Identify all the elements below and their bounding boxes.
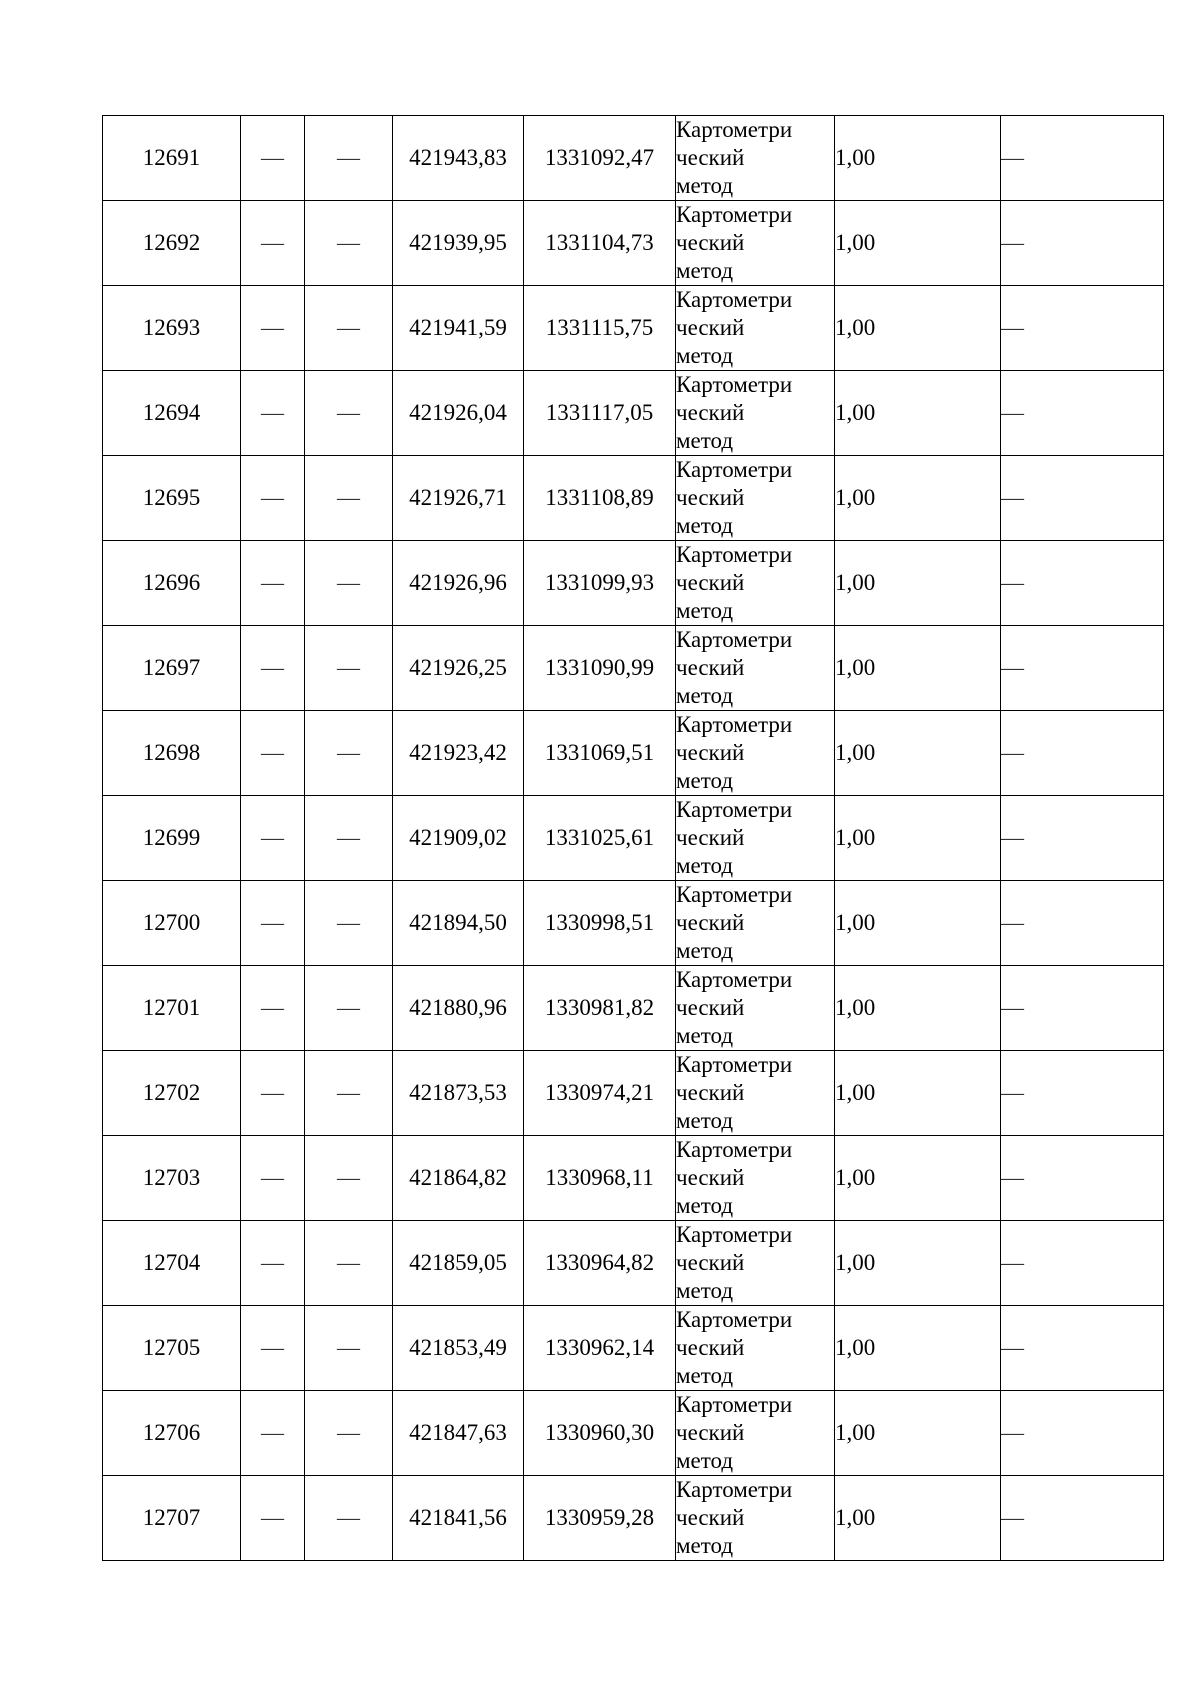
dash-cell: — <box>241 881 305 966</box>
y-coordinate-cell: 1331025,61 <box>524 796 676 881</box>
table-row <box>103 116 1164 201</box>
dash-cell: — <box>305 626 393 711</box>
description-cell: — <box>1001 1476 1164 1561</box>
table-row <box>103 201 1164 286</box>
method-cell: Картометри ческий метод <box>676 286 835 371</box>
accuracy-cell: 1,00 <box>835 1051 1001 1136</box>
method-cell: Картометри ческий метод <box>676 116 835 201</box>
dash-cell: — <box>241 201 305 286</box>
accuracy-cell: 1,00 <box>835 626 1001 711</box>
y-coordinate-cell: 1330959,28 <box>524 1476 676 1561</box>
y-coordinate-cell: 1330968,11 <box>524 1136 676 1221</box>
description-cell: — <box>1001 881 1164 966</box>
dash-cell: — <box>241 1051 305 1136</box>
method-cell: Картометри ческий метод <box>676 1306 835 1391</box>
point-number-cell: 12693 <box>103 286 241 371</box>
dash-cell: — <box>305 881 393 966</box>
dash-cell: — <box>305 116 393 201</box>
method-cell: Картометри ческий метод <box>676 796 835 881</box>
table-row <box>103 1476 1164 1561</box>
description-cell: — <box>1001 1391 1164 1476</box>
dash-cell: — <box>241 286 305 371</box>
method-cell: Картометри ческий метод <box>676 1391 835 1476</box>
description-cell: — <box>1001 796 1164 881</box>
dash-cell: — <box>305 1306 393 1391</box>
point-number-cell: 12697 <box>103 626 241 711</box>
description-cell: — <box>1001 201 1164 286</box>
point-number-cell: 12695 <box>103 456 241 541</box>
dash-cell: — <box>241 541 305 626</box>
point-number-cell: 12700 <box>103 881 241 966</box>
dash-cell: — <box>305 371 393 456</box>
method-cell: Картометри ческий метод <box>676 626 835 711</box>
dash-cell: — <box>241 1306 305 1391</box>
table-row <box>103 1136 1164 1221</box>
y-coordinate-cell: 1331117,05 <box>524 371 676 456</box>
table-row <box>103 796 1164 881</box>
point-number-cell: 12704 <box>103 1221 241 1306</box>
x-coordinate-cell: 421873,53 <box>393 1051 524 1136</box>
dash-cell: — <box>305 711 393 796</box>
description-cell: — <box>1001 286 1164 371</box>
table-row <box>103 1391 1164 1476</box>
x-coordinate-cell: 421926,25 <box>393 626 524 711</box>
dash-cell: — <box>305 966 393 1051</box>
method-cell: Картометри ческий метод <box>676 456 835 541</box>
dash-cell: — <box>305 1221 393 1306</box>
point-number-cell: 12696 <box>103 541 241 626</box>
method-cell: Картометри ческий метод <box>676 371 835 456</box>
x-coordinate-cell: 421859,05 <box>393 1221 524 1306</box>
dash-cell: — <box>241 371 305 456</box>
accuracy-cell: 1,00 <box>835 371 1001 456</box>
method-cell: Картометри ческий метод <box>676 541 835 626</box>
y-coordinate-cell: 1331090,99 <box>524 626 676 711</box>
accuracy-cell: 1,00 <box>835 541 1001 626</box>
accuracy-cell: 1,00 <box>835 1391 1001 1476</box>
y-coordinate-cell: 1330962,14 <box>524 1306 676 1391</box>
y-coordinate-cell: 1330998,51 <box>524 881 676 966</box>
x-coordinate-cell: 421864,82 <box>393 1136 524 1221</box>
accuracy-cell: 1,00 <box>835 796 1001 881</box>
description-cell: — <box>1001 626 1164 711</box>
y-coordinate-cell: 1331104,73 <box>524 201 676 286</box>
point-number-cell: 12707 <box>103 1476 241 1561</box>
table-row <box>103 626 1164 711</box>
accuracy-cell: 1,00 <box>835 1476 1001 1561</box>
dash-cell: — <box>241 456 305 541</box>
dash-cell: — <box>241 966 305 1051</box>
x-coordinate-cell: 421923,42 <box>393 711 524 796</box>
method-cell: Картометри ческий метод <box>676 1136 835 1221</box>
y-coordinate-cell: 1331099,93 <box>524 541 676 626</box>
table-row <box>103 966 1164 1051</box>
dash-cell: — <box>241 1476 305 1561</box>
accuracy-cell: 1,00 <box>835 881 1001 966</box>
dash-cell: — <box>241 1221 305 1306</box>
y-coordinate-cell: 1330964,82 <box>524 1221 676 1306</box>
point-number-cell: 12706 <box>103 1391 241 1476</box>
x-coordinate-cell: 421847,63 <box>393 1391 524 1476</box>
description-cell: — <box>1001 541 1164 626</box>
x-coordinate-cell: 421943,83 <box>393 116 524 201</box>
dash-cell: — <box>241 1391 305 1476</box>
method-cell: Картометри ческий метод <box>676 966 835 1051</box>
y-coordinate-cell: 1330960,30 <box>524 1391 676 1476</box>
accuracy-cell: 1,00 <box>835 116 1001 201</box>
dash-cell: — <box>241 796 305 881</box>
accuracy-cell: 1,00 <box>835 1136 1001 1221</box>
x-coordinate-cell: 421880,96 <box>393 966 524 1051</box>
x-coordinate-cell: 421926,71 <box>393 456 524 541</box>
description-cell: — <box>1001 116 1164 201</box>
x-coordinate-cell: 421926,96 <box>393 541 524 626</box>
accuracy-cell: 1,00 <box>835 1221 1001 1306</box>
table-row <box>103 541 1164 626</box>
description-cell: — <box>1001 1306 1164 1391</box>
accuracy-cell: 1,00 <box>835 201 1001 286</box>
point-number-cell: 12692 <box>103 201 241 286</box>
dash-cell: — <box>241 626 305 711</box>
x-coordinate-cell: 421894,50 <box>393 881 524 966</box>
x-coordinate-cell: 421941,59 <box>393 286 524 371</box>
x-coordinate-cell: 421926,04 <box>393 371 524 456</box>
table-row <box>103 456 1164 541</box>
table-row <box>103 1221 1164 1306</box>
dash-cell: — <box>305 796 393 881</box>
point-number-cell: 12703 <box>103 1136 241 1221</box>
dash-cell: — <box>305 456 393 541</box>
point-number-cell: 12705 <box>103 1306 241 1391</box>
description-cell: — <box>1001 1051 1164 1136</box>
x-coordinate-cell: 421909,02 <box>393 796 524 881</box>
point-number-cell: 12699 <box>103 796 241 881</box>
y-coordinate-cell: 1331069,51 <box>524 711 676 796</box>
description-cell: — <box>1001 711 1164 796</box>
y-coordinate-cell: 1330981,82 <box>524 966 676 1051</box>
method-cell: Картометри ческий метод <box>676 1476 835 1561</box>
x-coordinate-cell: 421841,56 <box>393 1476 524 1561</box>
table-row <box>103 1306 1164 1391</box>
description-cell: — <box>1001 1136 1164 1221</box>
y-coordinate-cell: 1331092,47 <box>524 116 676 201</box>
dash-cell: — <box>305 201 393 286</box>
table-row <box>103 881 1164 966</box>
accuracy-cell: 1,00 <box>835 711 1001 796</box>
dash-cell: — <box>305 286 393 371</box>
y-coordinate-cell: 1331108,89 <box>524 456 676 541</box>
accuracy-cell: 1,00 <box>835 1306 1001 1391</box>
point-number-cell: 12701 <box>103 966 241 1051</box>
description-cell: — <box>1001 371 1164 456</box>
dash-cell: — <box>241 1136 305 1221</box>
point-number-cell: 12698 <box>103 711 241 796</box>
method-cell: Картометри ческий метод <box>676 711 835 796</box>
description-cell: — <box>1001 456 1164 541</box>
accuracy-cell: 1,00 <box>835 456 1001 541</box>
dash-cell: — <box>241 711 305 796</box>
description-cell: — <box>1001 966 1164 1051</box>
method-cell: Картометри ческий метод <box>676 201 835 286</box>
dash-cell: — <box>305 1051 393 1136</box>
x-coordinate-cell: 421853,49 <box>393 1306 524 1391</box>
y-coordinate-cell: 1331115,75 <box>524 286 676 371</box>
table-row <box>103 711 1164 796</box>
method-cell: Картометри ческий метод <box>676 1221 835 1306</box>
accuracy-cell: 1,00 <box>835 286 1001 371</box>
x-coordinate-cell: 421939,95 <box>393 201 524 286</box>
dash-cell: — <box>241 116 305 201</box>
point-number-cell: 12694 <box>103 371 241 456</box>
dash-cell: — <box>305 541 393 626</box>
description-cell: — <box>1001 1221 1164 1306</box>
accuracy-cell: 1,00 <box>835 966 1001 1051</box>
dash-cell: — <box>305 1391 393 1476</box>
table-row <box>103 286 1164 371</box>
point-number-cell: 12691 <box>103 116 241 201</box>
y-coordinate-cell: 1330974,21 <box>524 1051 676 1136</box>
coordinates-table <box>102 115 1164 1561</box>
dash-cell: — <box>305 1136 393 1221</box>
table-row <box>103 371 1164 456</box>
table-row <box>103 1051 1164 1136</box>
point-number-cell: 12702 <box>103 1051 241 1136</box>
table-body <box>103 116 1164 1561</box>
dash-cell: — <box>305 1476 393 1561</box>
method-cell: Картометри ческий метод <box>676 881 835 966</box>
method-cell: Картометри ческий метод <box>676 1051 835 1136</box>
